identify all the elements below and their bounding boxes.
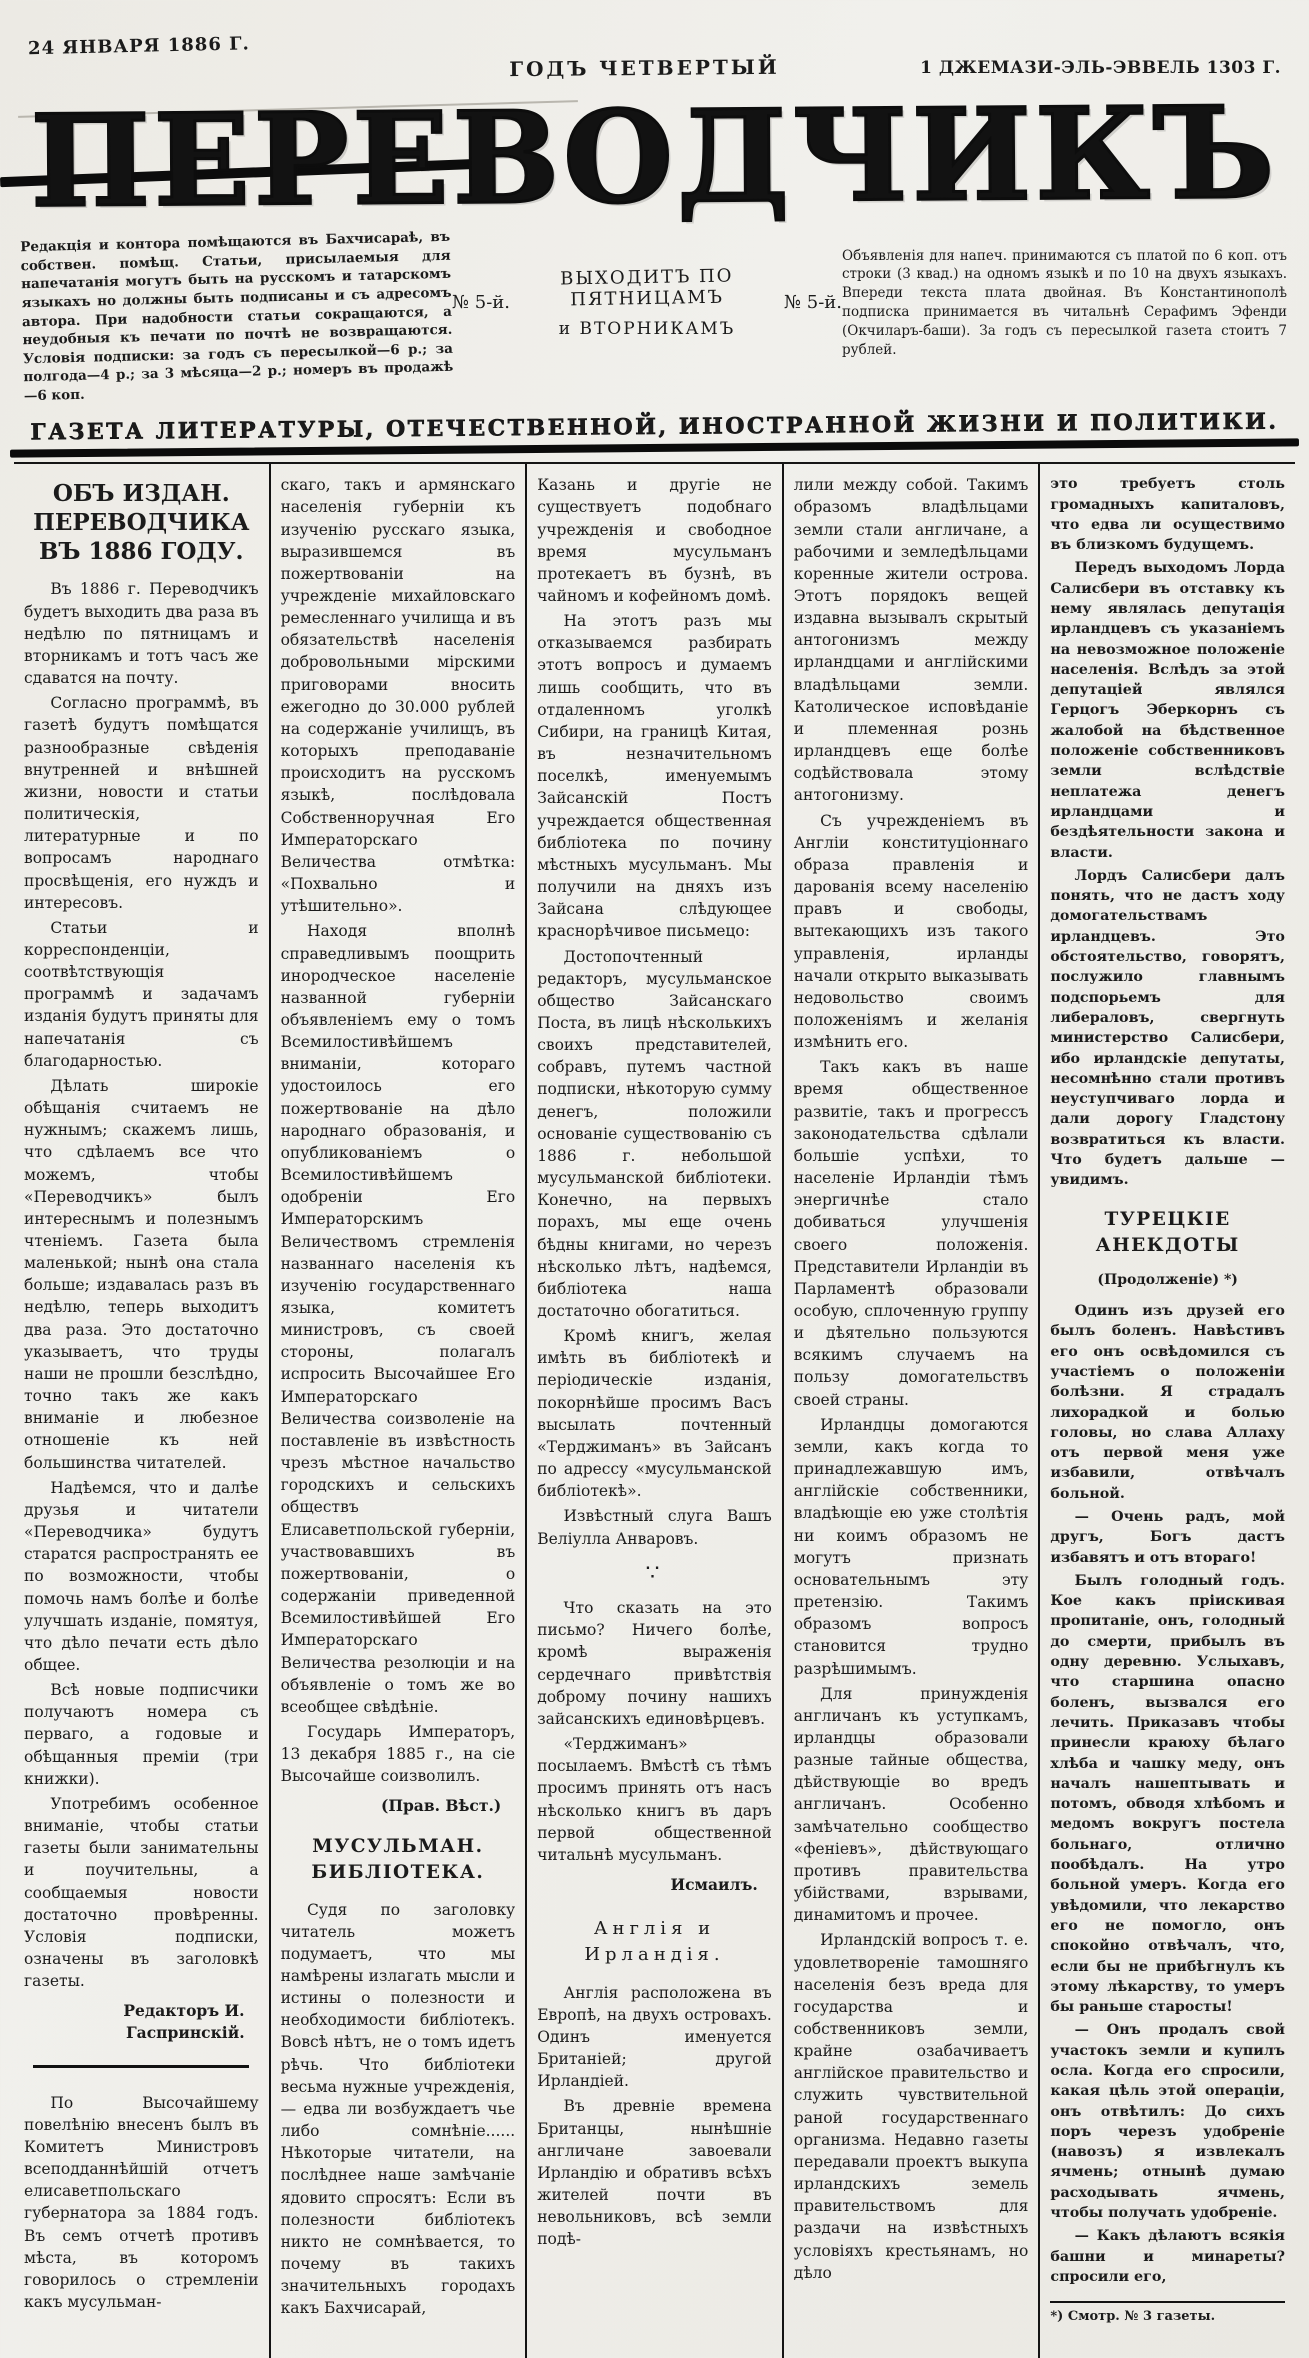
paragraph: «Терджиманъ» посылаемъ. Вмѣстѣ съ тѣмъ просимъ принять отъ насъ нѣсколько книгъ въ даръ первой общественной читальнѣ мусульманъ. xyxy=(537,1735,772,1864)
article-heading: ТУРЕЦКІЕ АНЕКДОТЫ xyxy=(1095,1208,1240,1256)
paragraph: Одинъ изъ друзей его былъ боленъ. Навѣстивъ его онъ освѣдомился съ участіемъ о положеніи болѣзни. Я страдалъ лихорадкой и болью головы, но слава Аллаху отъ первой меня уже избавили, отвѣчалъ больной. xyxy=(1050,1303,1285,1502)
publication-schedule xyxy=(536,267,758,339)
byline: Редакторъ И. Гаспринскій. xyxy=(123,2001,245,2043)
paragraph: Употребимъ особенное вниманіе, чтобы статьи газеты были занимательны и поучительны, а сообщаемыя новости достаточно провѣренны. Условія подписки, означены въ заголовкѣ газеты. xyxy=(24,1794,259,1991)
paragraph: Такъ какъ въ наше время общественное развитіе, такъ и прогрессъ законодательства сдѣлали большіе успѣхи, то населеніе Ирландіи тѣмъ энергичнѣе стало добиваться улучшенія своего положенія. Представители Ирландіи въ Парламентѣ образовали особую, сплоченную группу и дѣятельно пользуются всякимъ случаемъ на пользу домогательствъ своей страны. xyxy=(793,1058,1029,1409)
issue-date: 24 ЯНВАРЯ 1886 Г. xyxy=(27,33,251,60)
paragraph: Для принужденія англичанъ къ уступкамъ, ирландцы образовали разные тайные общества, дѣйствующіе во вредъ англичанъ. Особенно замѣчательно сообщество «феніевъ», дѣйствующаго противъ правительства убійствами, взрывами, динамитомъ и прочее. xyxy=(793,1684,1029,1925)
paragraph: — Какъ дѣлаютъ всякія башни и минареты? спросили его, xyxy=(1050,2228,1285,2285)
paragraph: Передъ выходомъ Лорда Салисбери въ отставку къ нему являлась депутація ирландцевъ съ указаніемъ на невозможное положеніе населенія. Вслѣдъ за этой депутаціей являлся Герцогъ Эберкорнъ съ жалобой на бѣдственное положеніе собственниковъ земли вслѣдствіе неплатежа денегъ ирландцами и бездѣятельности закона и власти. xyxy=(1050,560,1285,861)
office-info-text: Редакція и контора помѣщаются въ Бахчисараѣ, въ собствен. помѣщ. Статьи, присылаемыя для напечатанія могутъ быть на русскомъ и татарскомъ языкахъ но должны быть подписаны и съ адресомъ автора. При надобности статьи сокращаются, а неудобныя къ печати по почтѣ не возвращаются. Условія подписки: за годъ съ пересылкой—6 р.; за полгода—4 р.; за 3 мѣсяца—2 р.; номеръ въ продажѣ—6 коп. xyxy=(20,228,454,404)
paragraph: Кромѣ книгъ, желая имѣть въ библіотекѣ и періодическіе изданія, покорнѣйше просимъ Васъ высылать почтенный «Терджиманъ» въ Зайсанъ по адрессу «мусульманской библіотекѣ». xyxy=(537,1327,772,1501)
paragraph-continuation: скаго, такъ и армянскаго населенія губерніи къ изученію русскаго языка, выразившемся въ пожертвованіи на учрежденіе михайловскаго ремесленнаго училища и въ обязательствѣ населенія добровольными мірскими приговорами вносить ежегодно до 30.000 рублей на содержаніе училищъ, въ которыхъ преподаваніе происходитъ на русскомъ языкѣ, послѣдовала Собственноручная Его Императорскаго Величества отмѣтка: «Похвально и утѣшительно». xyxy=(280,476,516,916)
paragraph: Находя вполнѣ справедливымъ поощрить инородческое населеніе названной губерніи объявленіемъ ему о томъ Всемилостивѣйшемъ вниманіи, котораго удостоилось его пожертвованіе на дѣло народнаго образованія, и опубликованіемъ о Всемилостивѣйшемъ одобреніи Его Императорскимъ Величествомъ стремленія названнаго населенія къ изученію государственнаго языка, комитетъ министровъ, съ своей стороны, полагалъ испросить Высочайшее Его Императорскаго Величества соизволеніе на поставленіе въ извѣстность чрезъ мѣстное начальство городскихъ и сельскихъ обществъ Елисаветпольской губерніи, участвовавшихъ въ пожертвованіи, о содержаніи приведенной Всемилостивѣйшей Его Императорскаго Величества резолюціи и на объявленіе о томъ же во всеобщее свѣдѣніе. xyxy=(280,922,516,1716)
header-info-row xyxy=(0,227,1309,404)
paragraph: Англія расположена въ Европѣ, на двухъ островахъ. Одинъ именуется Британіей; другой Ирландіей. xyxy=(537,1983,772,2091)
column-2 xyxy=(269,464,526,2358)
edition-year-label: ГОДЪ ЧЕТВЕРТЫЙ xyxy=(509,54,780,82)
article-heading: МУСУЛЬМАН. БИБЛІОТЕКА. xyxy=(311,1835,485,1884)
footnote: *) Смотр. № 3 газеты. xyxy=(1050,2301,1285,2326)
paragraph: Дѣлать широкіе обѣщанія считаемъ не нужнымъ; скажемъ лишь, что сдѣлаемъ все что можемъ, чтобы «Переводчикъ» былъ интереснымъ и полезнымъ чтеніемъ. Газета была маленькой; нынѣ она стала больше; издавалась разъ въ недѣлю, теперь выходитъ два раза. Это достаточно указываетъ, что труды наши не прошли безслѣдно, точно такъ же какъ вниманіе и любезное отношеніе къ ней большинства читателей. xyxy=(24,1076,259,1472)
paragraph: Судя по заголовку читатель можетъ подумаетъ, что мы намѣрены излагать мысли и истины о полезности и необходимости библіотекъ. Вовсѣ нѣтъ, не о томъ идетъ рѣчь. Что библіотеки весьма нужные учрежденія, — едва ли возбуждаетъ чье либо сомнѣніе...... Нѣкоторые читатели, на послѣднее наше замѣчаніе ядовито спросятъ: Если въ полезности библіотекъ никто не сомнѣвается, то почему въ такихъ значительныхъ городахъ какъ Бахчисарай, xyxy=(280,1900,516,2318)
column-4 xyxy=(782,464,1039,2358)
schedule-line-1: ВЫХОДИТЪ ПО ПЯТНИЦАМЪ xyxy=(559,265,734,310)
paragraph: Ирландскій вопросъ т. е. удовлетвореніе тамошняго населенія безъ вреда для государства и собственниковъ земли, крайне озабачиваетъ англійское правительство и служить чувствительной раной государственнаго организма. Недавно газеты передавали проектъ выкупа ирландскихъ земель правительствомъ для раздачи на извѣстныхъ условіяхъ крестьянамъ, но дѣло xyxy=(793,1931,1029,2282)
paragraph: — Онъ продалъ свой участокъ земли и купилъ осла. Когда его спросили, какая цѣль этой операціи, онъ отвѣтилъ: До сихъ поръ черезъ удобреніе (навозъ) я извлекалъ ячмень; отнынѣ думаю расходывать ячмень, чтобы получать удобреніе. xyxy=(1050,2022,1285,2222)
column-3 xyxy=(525,464,782,2358)
paragraph: Въ древніе времена Британцы, нынѣшніе англичане завоевали Ирландію и обративъ всѣхъ жителей почти въ невольниковъ, всѣ земли подѣ- xyxy=(537,2097,772,2249)
article-heading: Англія и Ирландія. xyxy=(584,1918,725,1965)
paragraph-continuation: Казань и другіе не существуетъ подобнаго учрежденія и свободное время мусульманъ протекаетъ въ бузнѣ, въ чайномъ и кофейномъ домѣ. xyxy=(537,476,772,605)
article-title: ОБЪ ИЗДАН. ПЕРЕВОДЧИКА ВЪ 1886 ГОДУ. xyxy=(33,480,250,565)
schedule-line-2: и ВТОРНИКАМЪ xyxy=(558,318,736,339)
byline: Исмаилъ. xyxy=(670,1875,758,1895)
issue-schedule-box xyxy=(452,233,842,339)
paragraph: Что сказать на это письмо? Ничего болѣе, кромѣ выраженія сердечнаго привѣтствія доброму почину нашихъ зайсанскихъ единовѣрцевъ. xyxy=(537,1599,772,1728)
paragraph: По Высочайшему повелѣнію внесенъ былъ въ Комитетъ Министровъ всеподданнѣйшій отчетъ елисаветпольскаго губернатора за 1884 годъ. Въ семъ отчетѣ противъ мѣста, въ которомъ говорилось о стремленіи какъ мусульман- xyxy=(24,2093,259,2312)
asterism-separator: ∵ xyxy=(645,1560,664,1586)
byline: (Прав. Вѣст.) xyxy=(381,1796,502,1816)
paragraph: Достопочтенный редакторъ, мусульманское общество Зайсанскаго Поста, въ лицѣ нѣсколькихъ своихъ представителей, собравъ, путемъ частной подписки, нѣкоторую сумму денегъ, положили основаніе существованію съ 1886 г. небольшой мусульманской библіотеки. Конечно, на первыхъ порахъ, мы еще очень бѣдны книгами, но черезъ нѣсколько лѣтъ, надѣемся, библіотека наша достаточно обогатиться. xyxy=(537,947,772,1320)
issue-number-left: № 5-й. xyxy=(452,292,511,314)
paragraph-continuation: это требуетъ столь громадныхъ капиталовъ, что едва ли осуществимо въ близкомъ будущемъ. xyxy=(1050,476,1285,554)
paragraph: Согласно программѣ, въ газетѣ будутъ помѣщатся разнообразные свѣденія внутренней и внѣшней жизни, новости и статьи политическія, литературные и по вопросамъ народнаго просвѣщенія, его нуждъ и интересовъ. xyxy=(24,694,259,912)
paragraph-continuation: лили между собой. Такимъ образомъ владѣльцами земли стали англичане, а рабочими и земледѣльцами коренные жители острова. Этотъ порядокъ вещей издавна вызывалъ скрытый антогонизмъ между ирландцами и англійскими владѣльцами земли. Католическое исповѣданіе и племенная рознь ирландцевъ еще болѣе содѣйствовала этому антогонизму. xyxy=(793,476,1029,805)
paragraph: На этотъ разъ мы отказываемся разбирать этотъ вопросъ и думаемъ лишь сообщить, что въ отдаленномъ уголкѣ Сибири, на границѣ Китая, въ незначительномъ поселкѣ, именуемымъ Зайсанскій Постъ учреждается общественная библіотека по почину мѣстныхъ мусульманъ. Мы получили на дняхъ изъ Зайсана слѣдующее краснорѣчивое письмецо: xyxy=(537,612,772,941)
issue-number-right: № 5-й. xyxy=(783,292,842,314)
paragraph: Ирландцы домогаются земли, какъ когда то принадлежавшую имъ, англійскіе собственники, владѣющіе ею уже столѣтія ни коимъ образомъ не могутъ признать основательнымъ эту претензію. Такимъ образомъ вопросъ становится трудно разрѣшимымъ. xyxy=(793,1415,1029,1678)
islamic-date: 1 ДЖЕМАЗИ-ЭЛЬ-ЭВВЕЛЬ 1303 Г. xyxy=(920,58,1281,78)
paragraph: Надѣемся, что и далѣе друзья и читатели «Переводчика» будутъ старатся распространять ее по возможности, чтобы помочь намъ болѣе и болѣе улучшать изданіе, помятуя, что дѣло печати есть дѣло общее. xyxy=(24,1478,259,1674)
header-topline xyxy=(0,0,1309,80)
section-divider xyxy=(33,2065,249,2068)
article-subheading: (Продолженіе) *) xyxy=(1097,1272,1238,1289)
paragraph: — Очень радъ, мой другъ, Богъ дастъ избавятъ и отъ втораго! xyxy=(1050,1508,1285,1566)
masthead-title: ПЕРЕВОДЧИКЪ xyxy=(30,78,1279,236)
ads-info-text: Объявленія для напеч. принимаются съ платой по 6 коп. отъ строки (3 квад.) на одномъ языкѣ и по 10 на двухъ языкахъ. Впереди текста плата двойная. Въ Константинополѣ подписка принимается въ читальнѣ Серафимъ Эфенди (Окчиларъ-баши). За годъ съ пересылкой газета стоитъ 7 рублей. xyxy=(842,247,1287,359)
banner-subtitle: ГАЗЕТА ЛИТЕРАТУРЫ, ОТЕЧЕСТВЕННОЙ, ИНОСТРАННОЙ ЖИЗНИ И ПОЛИТИКИ. xyxy=(30,408,1279,446)
paragraph: Съ учрежденіемъ въ Англіи конституціоннаго образа правленія и дарованія всему населенію правъ и свободы, вытекающихъ изъ такого управленія, ирланды начали открыто выказывать недовольство своимъ положеніямъ и желанія измѣнить его. xyxy=(793,811,1029,1052)
paragraph: Въ 1886 г. Переводчикъ будетъ выходить два раза въ недѣлю по пятницамъ и вторникамъ и тотъ часъ же сдаватся на почту. xyxy=(24,580,259,688)
article-columns xyxy=(14,462,1295,2358)
paragraph: Статьи и корреспонденціи, соотвѣтствующія программѣ и задачамъ изданія будутъ приняты для напечатанія съ благодарностью. xyxy=(24,918,259,1070)
paragraph: Лордъ Салисбери далъ понять, что не дастъ ходу домогательствамъ ирландцевъ. Это обстоятельство, говорятъ, послужило главнымъ подспорьемъ для либераловъ, свергнуть министерство Салисбери, ибо ирландскіе депутаты, несомнѣнно стали противъ неуступчиваго лорда и дали дорогу Гладстону возвратиться къ власти. Что будетъ дальше — увидимъ. xyxy=(1050,867,1285,1189)
paragraph: Извѣстный слуга Вашъ Веліулла Анваровъ. xyxy=(537,1507,772,1548)
column-5 xyxy=(1038,464,1295,2358)
paragraph: Всѣ новые подписчики получаютъ номера съ перваго, а годовые и обѣщанныя преміи (три книжки). xyxy=(24,1681,259,1788)
column-1 xyxy=(14,464,269,2358)
paragraph: Государь Императоръ, 13 декабря 1885 г., на сіе Высочайше соизволилъ. xyxy=(280,1722,516,1786)
paragraph: Былъ голодный годъ. Кое какъ пріискивая пропитаніе, онъ, голодный до смерти, прибылъ въ одну деревню. Услыхавъ, что старшина опасно боленъ, вызвался его лечить. Приказавъ чтобы принесли краюху бѣлаго хлѣба и чашку меду, онъ началъ нашептывать и потомъ, обводя хлѣбомъ и медомъ вокругъ постела больнаго, отлично пообѣдалъ. На утро больной умеръ. Когда его увѣдомили, что лекарство его не помогло, онъ спокойно отвѣчалъ, что, если бы не прибѣгнулъ къ этому лѣкарству, то умеръ бы раньше старосты! xyxy=(1050,1572,1285,2016)
